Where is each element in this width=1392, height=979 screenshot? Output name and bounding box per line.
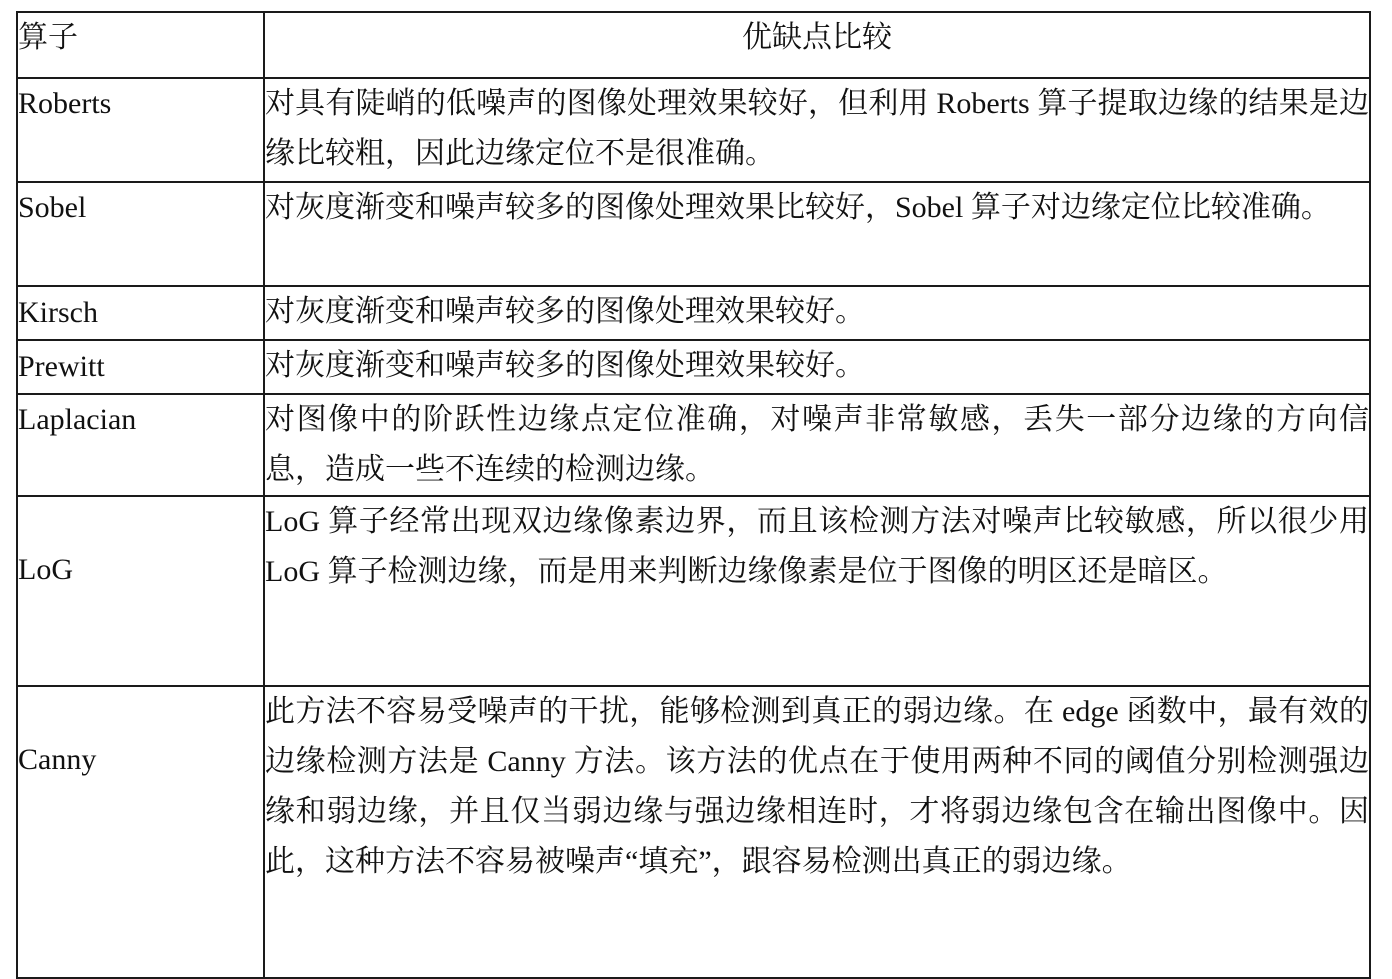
table-row xyxy=(17,340,1370,394)
header-comparison: 优缺点比较 xyxy=(264,12,1370,78)
operator-name: Roberts xyxy=(17,78,264,182)
table-row xyxy=(17,286,1370,340)
operator-comparison: 对灰度渐变和噪声较多的图像处理效果较好。 xyxy=(264,340,1370,394)
table-row xyxy=(17,182,1370,286)
operator-comparison: 此方法不容易受噪声的干扰，能够检测到真正的弱边缘。在 edge 函数中，最有效的边缘检测方法是 Canny 方法。该方法的优点在于使用两种不同的阈值分别检测强边缘和弱边缘，并且仅当弱边缘与强边缘相连时，才将弱边缘包含在输出图像中。因此，这种方法不容易被噪声“填充”，跟容易检测出真正的弱边缘。 xyxy=(264,686,1370,978)
table-row xyxy=(17,394,1370,496)
operator-name: Prewitt xyxy=(17,340,264,394)
header-operator: 算子 xyxy=(17,12,264,78)
operator-name: Laplacian xyxy=(17,394,264,496)
operator-comparison-table xyxy=(16,11,1371,979)
table-row xyxy=(17,78,1370,182)
operator-comparison: 对图像中的阶跃性边缘点定位准确，对噪声非常敏感，丢失一部分边缘的方向信息，造成一些不连续的检测边缘。 xyxy=(264,394,1370,496)
table-header-row xyxy=(17,12,1370,78)
table-row xyxy=(17,686,1370,978)
operator-name: Kirsch xyxy=(17,286,264,340)
operator-name: LoG xyxy=(17,496,264,686)
operator-comparison: 对具有陡峭的低噪声的图像处理效果较好，但利用 Roberts 算子提取边缘的结果是边缘比较粗，因此边缘定位不是很准确。 xyxy=(264,78,1370,182)
operator-name: Canny xyxy=(17,686,264,978)
operator-comparison: 对灰度渐变和噪声较多的图像处理效果较好。 xyxy=(264,286,1370,340)
operator-comparison: 对灰度渐变和噪声较多的图像处理效果比较好，Sobel 算子对边缘定位比较准确。 xyxy=(264,182,1370,286)
table-row xyxy=(17,496,1370,686)
operator-comparison: LoG 算子经常出现双边缘像素边界，而且该检测方法对噪声比较敏感，所以很少用 LoG 算子检测边缘，而是用来判断边缘像素是位于图像的明区还是暗区。 xyxy=(264,496,1370,686)
operator-name: Sobel xyxy=(17,182,264,286)
